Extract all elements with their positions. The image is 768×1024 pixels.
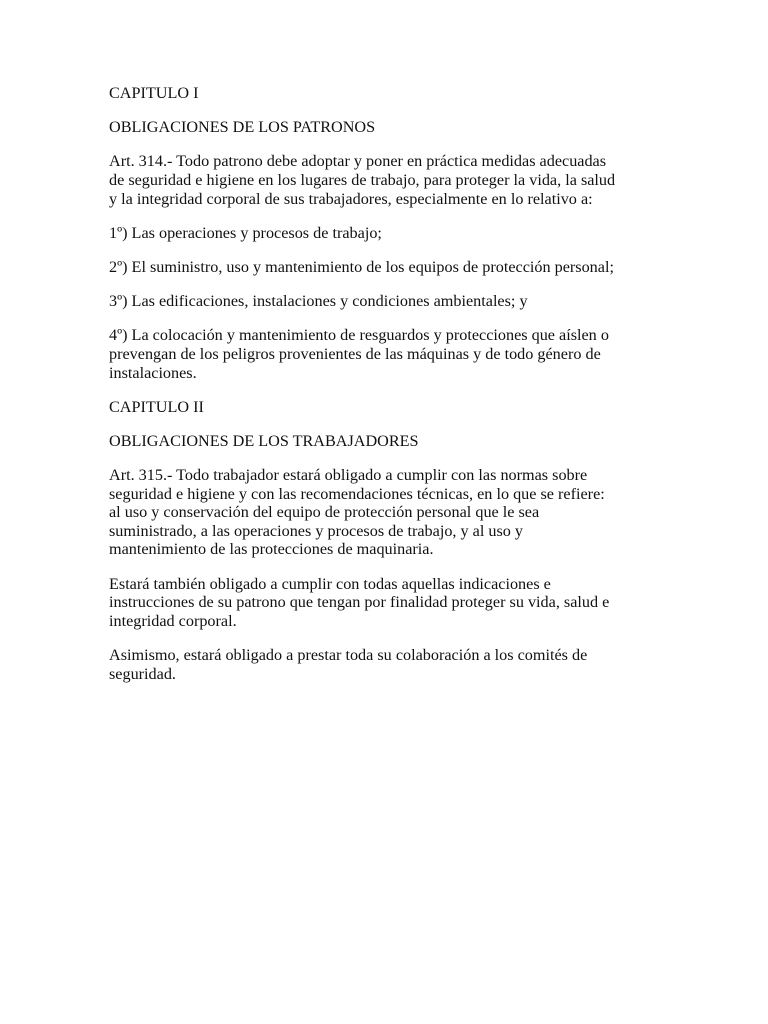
text-line: y la integridad corporal de sus trabajadores, especialmente en lo relativo a: <box>109 189 593 208</box>
text-line: 2º) El suministro, uso y mantenimiento de los equipos de protección personal; <box>109 257 614 276</box>
text-line: Estará también obligado a cumplir con todas aquellas indicaciones e <box>109 574 551 593</box>
text-line: seguridad e higiene y con las recomendaciones técnicas, en lo que se refiere: <box>109 484 605 503</box>
text-line: prevengan de los peligros provenientes de las máquinas y de todo género de <box>109 344 601 363</box>
text-line: integridad corporal. <box>109 611 237 630</box>
text-line: suministrado, a las operaciones y procesos de trabajo, y al uso y <box>109 521 524 540</box>
text-line: Art. 314.- Todo patrono debe adoptar y poner en práctica medidas adecuadas <box>109 152 607 171</box>
text-line: seguridad. <box>109 664 176 683</box>
text-line: Asimismo, estará obligado a prestar toda su colaboración a los comités de <box>109 646 588 664</box>
document-body <box>109 84 664 699</box>
chapter-2-heading <box>109 398 664 417</box>
text-line: mantenimiento de las protecciones de maquinaria. <box>109 540 434 559</box>
text-line: de seguridad e higiene en los lugares de trabajo, para proteger la vida, la salud <box>109 170 616 189</box>
list-item-2 <box>109 258 664 277</box>
text-line: 3º) Las edificaciones, instalaciones y condiciones ambientales; y <box>109 292 528 311</box>
paragraph-collaboration <box>109 646 664 683</box>
text-line: instrucciones de su patrono que tengan por finalidad proteger su vida, salud e <box>109 593 610 612</box>
text-line: CAPITULO II <box>109 397 204 416</box>
chapter-1-heading <box>109 84 664 103</box>
list-item-3 <box>109 292 664 311</box>
chapter-2-title <box>109 432 664 451</box>
article-315 <box>109 466 664 559</box>
list-item-1 <box>109 224 664 243</box>
text-line: 4º) La colocación y mantenimiento de resguardos y protecciones que aíslen o <box>109 326 609 345</box>
text-line: Art. 315.- Todo trabajador estará obligado a cumplir con las normas sobre <box>109 466 588 485</box>
text-line: OBLIGACIONES DE LOS TRABAJADORES <box>109 431 419 450</box>
text-line: instalaciones. <box>109 363 197 382</box>
chapter-1-title <box>109 118 664 137</box>
text-line: CAPITULO I <box>109 84 199 102</box>
text-line: al uso y conservación del equipo de protección personal que le sea <box>109 503 540 522</box>
text-line: OBLIGACIONES DE LOS PATRONOS <box>109 118 376 137</box>
list-item-4 <box>109 326 664 382</box>
article-314 <box>109 152 664 208</box>
text-line: 1º) Las operaciones y procesos de trabajo; <box>109 223 382 242</box>
paragraph-obligations <box>109 575 664 631</box>
